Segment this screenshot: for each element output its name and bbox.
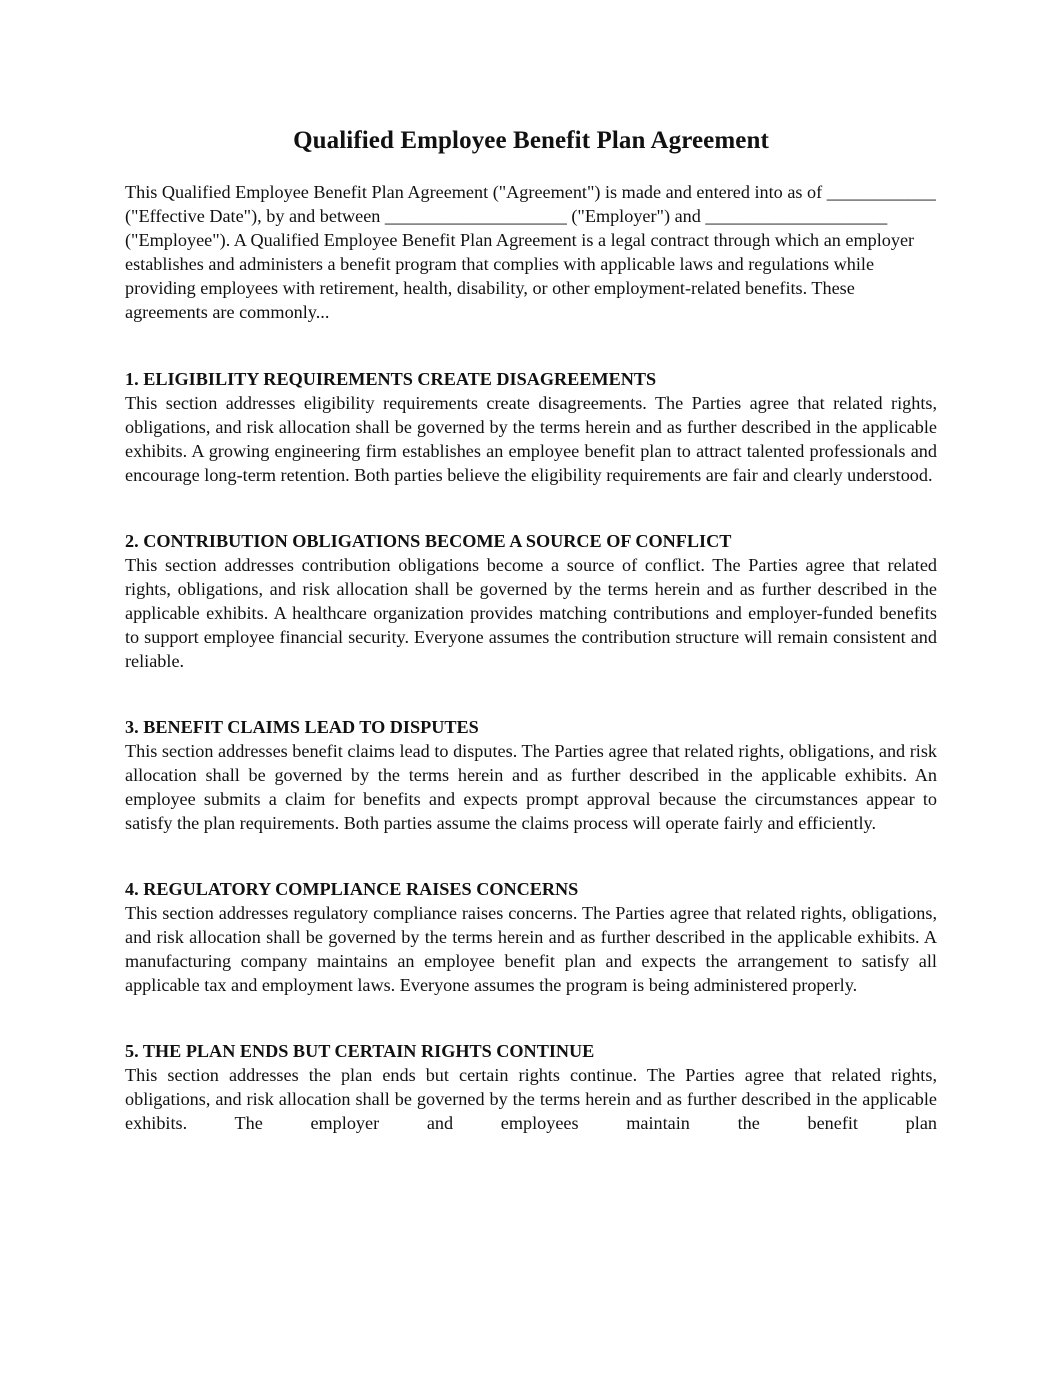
- section-heading: 4. REGULATORY COMPLIANCE RAISES CONCERNS: [125, 879, 579, 899]
- section-body: This section addresses eligibility requirements create disagreements. The Parties agree that related rights, obligations, and risk allocation shall be governed by the terms herein and as further described in the applicable exhibits. A growing engineering firm establishes an employee benefit plan to attract talented professionals and encourage long-term retention. Both parties believe the eligibility requirements are fair and clearly understood.: [125, 393, 937, 485]
- section-body: This section addresses benefit claims lead to disputes. The Parties agree that related rights, obligations, and risk allocation shall be governed by the terms herein and as further described in the applicable exhibits. An employee submits a claim for benefits and expects prompt approval because the circumstances appear to satisfy the plan requirements. Both parties assume the claims process will operate fairly and efficiently.: [125, 741, 937, 833]
- section-benefit-claims: [125, 715, 937, 835]
- section-plan-ends: [125, 1039, 937, 1135]
- section-heading: 1. ELIGIBILITY REQUIREMENTS CREATE DISAGREEMENTS: [125, 369, 657, 389]
- intro-paragraph: This Qualified Employee Benefit Plan Agreement ("Agreement") is made and entered into as of ____________ ("Effective Date"), by and between ____________________ ("Employer") and ____________________ ("Employee"). A Qualified Employee Benefit Plan Agreement is a legal contract through which an employer establishes and administers a benefit program that complies with applicable laws and regulations while providing employees with retirement, health, disability, or other employment-related benefits. These agreements are commonly...: [125, 182, 936, 322]
- section-body: This section addresses regulatory compliance raises concerns. The Parties agree that related rights, obligations, and risk allocation shall be governed by the terms herein and as further described in the applicable exhibits. A manufacturing company maintains an employee benefit plan and expects the arrangement to satisfy all applicable tax and employment laws. Everyone assumes the program is being administered properly.: [125, 903, 937, 995]
- section-heading: 5. THE PLAN ENDS BUT CERTAIN RIGHTS CONTINUE: [125, 1041, 595, 1061]
- section-heading: 2. CONTRIBUTION OBLIGATIONS BECOME A SOURCE OF CONFLICT: [125, 531, 732, 551]
- document-title: Qualified Employee Benefit Plan Agreement: [293, 127, 769, 154]
- section-heading: 3. BENEFIT CLAIMS LEAD TO DISPUTES: [125, 717, 479, 737]
- section-contribution: [125, 529, 937, 673]
- section-regulatory-compliance: [125, 877, 937, 997]
- section-body: This section addresses contribution obligations become a source of conflict. The Parties agree that related rights, obligations, and risk allocation shall be governed by the terms herein and as further described in the applicable exhibits. A healthcare organization provides matching contributions and employer-funded benefits to support employee financial security. Everyone assumes the contribution structure will remain consistent and reliable.: [125, 555, 937, 671]
- section-eligibility: [125, 367, 937, 487]
- section-body: This section addresses the plan ends but certain rights continue. The Parties agree that related rights, obligations, and risk allocation shall be governed by the terms herein and as further described in the applicable exhibits. The employer and employees maintain the benefit plan: [125, 1065, 937, 1133]
- document-content: [125, 123, 937, 1135]
